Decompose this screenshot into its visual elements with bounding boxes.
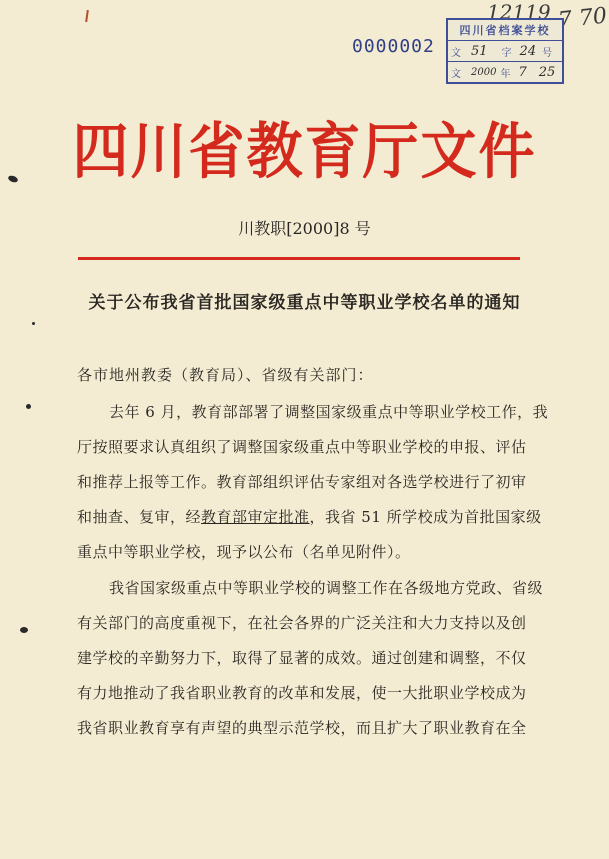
stamp-label: 文 xyxy=(451,69,461,80)
stamp-value: 7 xyxy=(518,65,527,80)
text-line xyxy=(77,500,557,535)
text-line: 我省职业教育享有声望的典型示范学校，而且扩大了职业教育在全 xyxy=(77,719,527,737)
header-divider xyxy=(78,257,520,260)
archive-number: 0000002 xyxy=(352,36,435,57)
stamp-row-date xyxy=(448,62,562,83)
salutation: 各市地州教委（教育局）、省级有关部门： xyxy=(77,366,374,384)
text-segment: ，我省 51 所学校成为首批国家级 xyxy=(309,508,542,526)
margin-speck xyxy=(26,404,31,409)
text-segment: 和抽查、复审，经 xyxy=(77,508,202,526)
underlined-approval: 教育部审定批准 xyxy=(201,508,310,526)
corner-mark xyxy=(85,10,89,22)
archive-stamp xyxy=(446,18,564,84)
text-line: 我省国家级重点中等职业学校的调整工作在各级地方党政、省级 xyxy=(109,579,544,597)
document-number: 川教职[2000]8 号 xyxy=(238,219,371,238)
text-line: 有力地推动了我省职业教育的改革和发展，使一大批职业学校成为 xyxy=(77,684,527,702)
text-line: 和推荐上报等工作。教育部组织评估专家组对各选学校进行了初审 xyxy=(77,473,527,491)
margin-speck xyxy=(32,322,35,325)
stamp-title: 四川省档案学校 xyxy=(448,20,562,41)
handwritten-number: 12119 xyxy=(487,0,551,24)
stamp-value: 51 xyxy=(471,43,488,59)
paragraph-1 xyxy=(77,395,557,570)
stamp-value: 2000 xyxy=(471,67,497,78)
stamp-label: 号 xyxy=(542,47,553,59)
margin-speck xyxy=(20,627,28,633)
stamp-value: 25 xyxy=(538,65,556,80)
stamp-label: 年 xyxy=(500,69,511,80)
text-line: 建学校的辛勤努力下，取得了显著的成效。通过创建和调整，不仅 xyxy=(77,649,527,667)
text-line: 去年 6 月，教育部部署了调整国家级重点中等职业学校工作，我 xyxy=(109,403,549,421)
text-line: 重点中等职业学校，现予以公布（名单见附件）。 xyxy=(77,543,411,561)
stamp-label: 文 xyxy=(451,47,461,59)
handwritten-corner-number: 7 70 xyxy=(556,3,609,34)
stamp-value: 24 xyxy=(519,43,537,59)
stamp-label: 字 xyxy=(501,47,512,59)
paragraph-2 xyxy=(77,571,557,746)
text-line: 厅按照要求认真组织了调整国家级重点中等职业学校的申报、评估 xyxy=(77,438,527,456)
text-line: 有关部门的高度重视下，在社会各界的广泛关注和大力支持以及创 xyxy=(77,614,527,632)
notice-title: 关于公布我省首批国家级重点中等职业学校名单的通知 xyxy=(88,293,521,313)
document-header-title: 四川省教育厅文件 xyxy=(72,115,537,187)
stamp-row-document xyxy=(448,41,562,62)
